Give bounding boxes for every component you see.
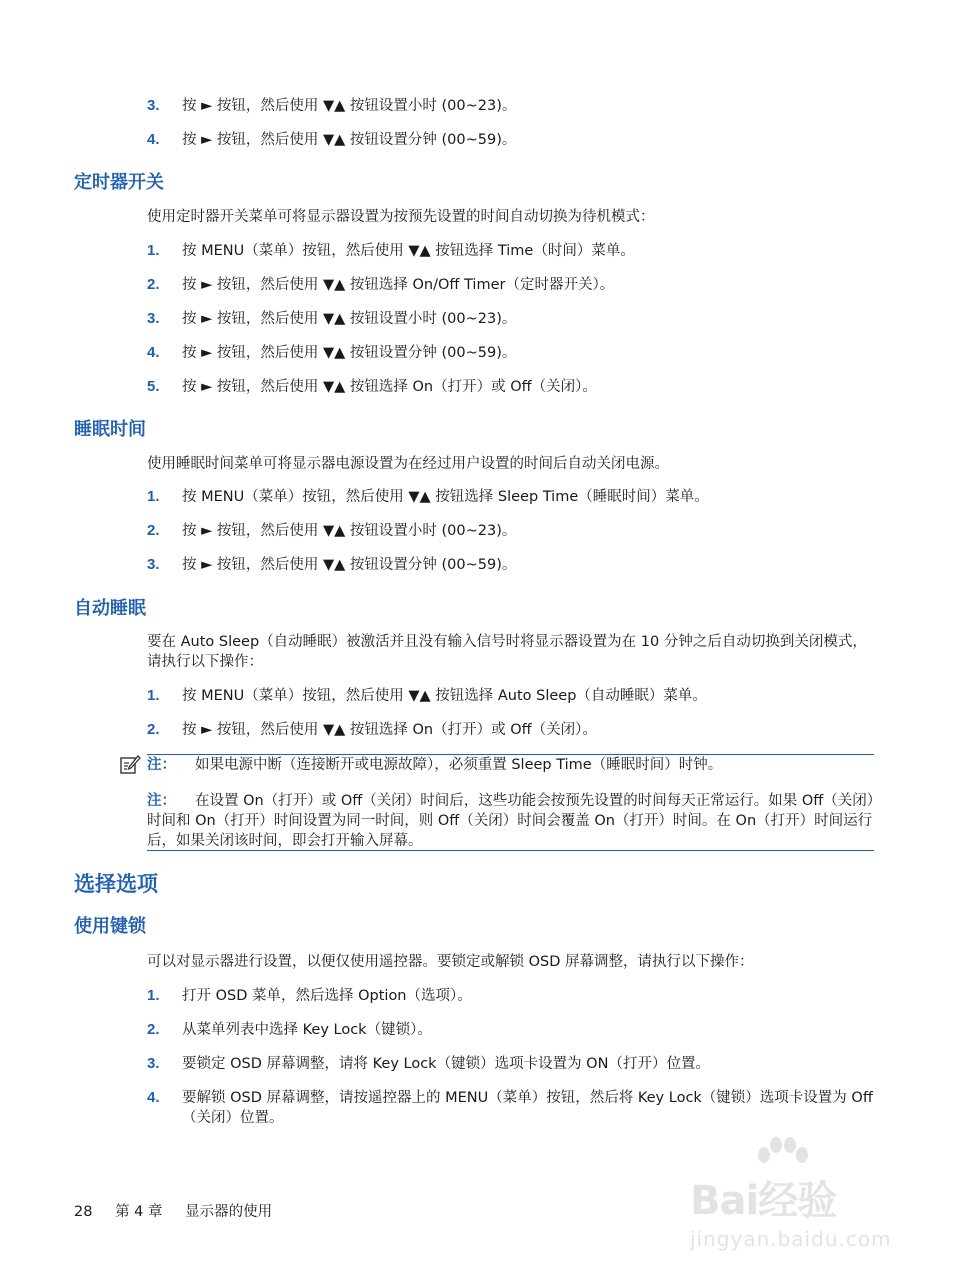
step-text: 按 ► 按钮，然后使用 ▼▲ 按钮设置小时 (00~23)。 — [182, 311, 517, 327]
step-text: 按 MENU（菜单）按钮，然后使用 ▼▲ 按钮选择 Time（时间）菜单。 — [182, 243, 635, 259]
section-intro: 可以对显示器进行设置，以便仅使用遥控器。要锁定或解锁 OSD 屏幕调整，请执行以下操作： — [147, 954, 754, 970]
step-text: 要锁定 OSD 屏幕调整，请将 Key Lock（键锁）选项卡设置为 ON（打开）位置。 — [182, 1056, 710, 1072]
page-footer — [74, 1202, 290, 1222]
step-text: 按 ► 按钮，然后使用 ▼▲ 按钮设置小时 (00~23)。 — [182, 523, 517, 539]
note-label: 注： — [147, 757, 176, 773]
step-text: 要解锁 OSD 屏幕调整，请按遥控器上的 MENU（菜单）按钮，然后将 Key Lock（键锁）选项卡设置为 Off（关闭）位置。 — [182, 1090, 873, 1126]
page-number: 28 — [74, 1204, 93, 1220]
step-number: 2. — [147, 522, 160, 539]
watermark-url: jingyan.baidu.com — [690, 1227, 892, 1251]
step-number: 1. — [147, 987, 160, 1004]
section-heading: 自动睡眠 — [74, 598, 146, 619]
step-number: 4. — [147, 344, 160, 361]
step-number: 3. — [147, 1055, 160, 1072]
step-text: 按 ► 按钮，然后使用 ▼▲ 按钮设置分钟 (00~59)。 — [182, 132, 517, 148]
step-text: 按 ► 按钮，然后使用 ▼▲ 按钮设置小时 (00~23)。 — [182, 98, 517, 114]
note-1 — [147, 755, 877, 775]
step-number: 4. — [147, 131, 160, 148]
step-number: 5. — [147, 378, 160, 395]
section-intro: 使用定时器开关菜单可将显示器设置为按预先设置的时间自动切换为待机模式： — [147, 209, 655, 225]
step-text: 按 ► 按钮，然后使用 ▼▲ 按钮选择 On（打开）或 Off（关闭）。 — [182, 379, 597, 395]
chapter-title: 显示器的使用 — [185, 1204, 273, 1220]
step-number: 2. — [147, 1021, 160, 1038]
step-text: 按 ► 按钮，然后使用 ▼▲ 按钮设置分钟 (00~59)。 — [182, 345, 517, 361]
chapter-number: 第 4 章 — [115, 1204, 163, 1220]
section-heading: 使用键锁 — [74, 916, 146, 937]
step-text: 按 ► 按钮，然后使用 ▼▲ 按钮设置分钟 (00~59)。 — [182, 557, 517, 573]
note-bottom-rule — [147, 850, 874, 851]
section-heading: 定时器开关 — [74, 172, 164, 193]
section-heading: 睡眠时间 — [74, 419, 146, 440]
note-2-text: 在设置 On（打开）或 Off（关闭）时间后，这些功能会按预先设置的时间每天正常运行。如果 Off（关闭）时间和 On（打开）时间设置为同一时间，则 Off（关闭）时间会覆盖 On（打开）时间。在 On（打开）时间运行后，如果关闭该时间，即会打开输入屏幕。 — [147, 793, 874, 849]
step-text: 按 ► 按钮，然后使用 ▼▲ 按钮选择 On（打开）或 Off（关闭）。 — [182, 722, 597, 738]
step-number: 3. — [147, 310, 160, 327]
section-intro: 要在 Auto Sleep（自动睡眠）被激活并且没有输入信号时将显示器设置为在 10 分钟之后自动切换到关闭模式，请执行以下操作： — [147, 634, 867, 670]
step-number: 3. — [147, 556, 160, 573]
watermark-brand: Bai经验 — [690, 1178, 837, 1224]
baidu-watermark — [690, 1135, 915, 1260]
chapter-section-heading: 选择选项 — [74, 872, 158, 896]
step-text: 从菜单列表中选择 Key Lock（键锁）。 — [182, 1022, 432, 1038]
step-number: 3. — [147, 97, 160, 114]
note-1-text: 如果电源中断（连接断开或电源故障），必须重置 Sleep Time（睡眠时间）时钟。 — [195, 757, 723, 773]
step-number: 1. — [147, 687, 160, 704]
step-number: 1. — [147, 242, 160, 259]
note-label: 注： — [147, 793, 176, 809]
step-number: 1. — [147, 488, 160, 505]
step-number: 2. — [147, 721, 160, 738]
step-number: 2. — [147, 276, 160, 293]
step-text: 打开 OSD 菜单，然后选择 Option（选项）。 — [182, 988, 472, 1004]
section-intro: 使用睡眠时间菜单可将显示器电源设置为在经过用户设置的时间后自动关闭电源。 — [147, 456, 669, 472]
note-2 — [147, 791, 877, 851]
step-text: 按 ► 按钮，然后使用 ▼▲ 按钮选择 On/Off Timer（定时器开关）。 — [182, 277, 615, 293]
step-number: 4. — [147, 1089, 160, 1106]
step-text: 按 MENU（菜单）按钮，然后使用 ▼▲ 按钮选择 Auto Sleep（自动睡眠）菜单。 — [182, 688, 707, 704]
note-pencil-icon — [119, 754, 141, 776]
step-text: 按 MENU（菜单）按钮，然后使用 ▼▲ 按钮选择 Sleep Time（睡眠时间）菜单。 — [182, 489, 709, 505]
